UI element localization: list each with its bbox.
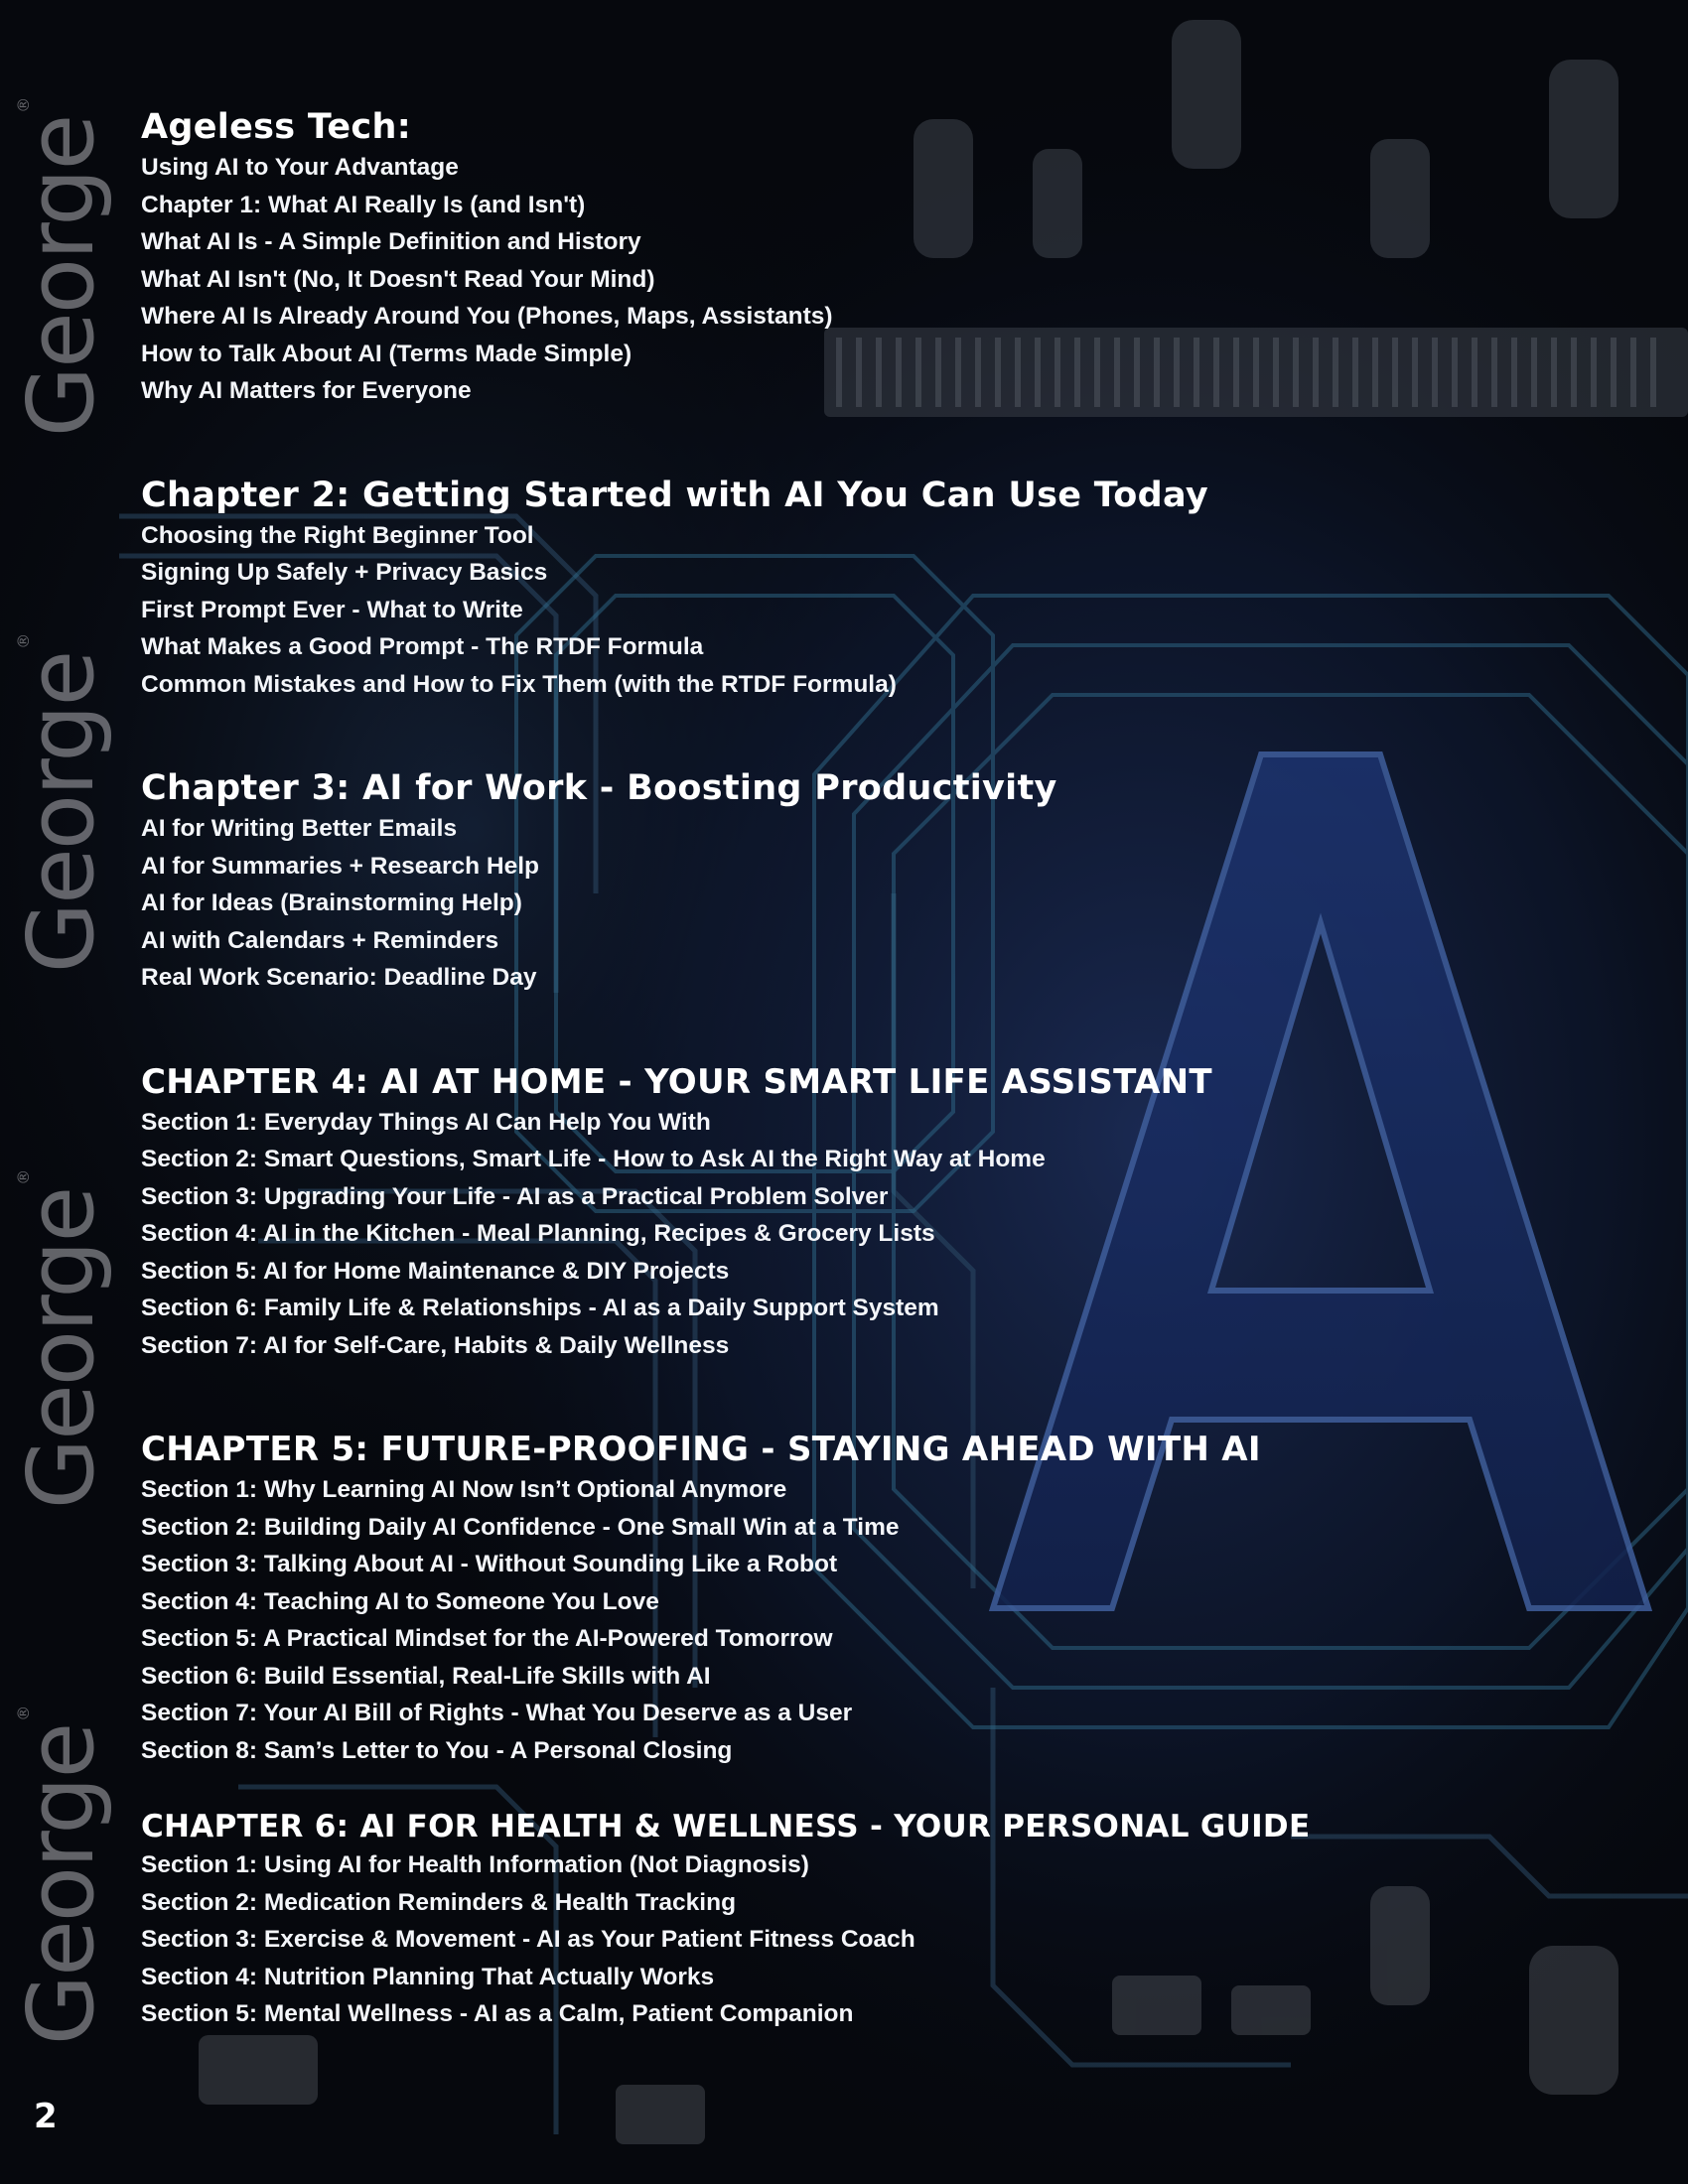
toc-item: Where AI Is Already Around You (Phones, Maps, Assistants) (141, 303, 833, 330)
toc-item: First Prompt Ever - What to Write (141, 596, 523, 623)
toc-item: Section 5: Mental Wellness - AI as a Calm, Patient Companion (141, 2000, 854, 2027)
toc-item: Chapter 1: What AI Really Is (and Isn't) (141, 191, 586, 218)
book-title: Ageless Tech: (141, 107, 411, 147)
table-of-contents (141, 105, 1630, 2097)
toc-section-chapter-6 (141, 1807, 1630, 2033)
toc-item: Section 6: Family Life & Relationships - AI as a Daily Support System (141, 1295, 939, 1321)
toc-item: Common Mistakes and How to Fix Them (with the RTDF Formula) (141, 670, 897, 698)
toc-item: Section 3: Upgrading Your Life - AI as a Practical Problem Solver (141, 1182, 889, 1210)
toc-section-chapter-5 (141, 1428, 1630, 1769)
toc-item: How to Talk About AI (Terms Made Simple) (141, 340, 633, 367)
watermark-george: George® (8, 1706, 114, 2046)
chapter-heading: Chapter 3: AI for Work - Boosting Productivity (141, 768, 1057, 808)
chapter-heading: CHAPTER 6: AI FOR HEALTH & WELLNESS - YOUR PERSONAL GUIDE (141, 1809, 1311, 1844)
chapter-heading: CHAPTER 5: FUTURE-PROOFING - STAYING AHEAD WITH AI (141, 1430, 1261, 1469)
toc-item: Section 6: Build Essential, Real-Life Skills with AI (141, 1662, 711, 1690)
toc-item: Section 4: AI in the Kitchen - Meal Planning, Recipes & Grocery Lists (141, 1220, 935, 1247)
toc-item: Section 4: Nutrition Planning That Actually Works (141, 1963, 715, 1990)
toc-section-chapter-4 (141, 1060, 1630, 1365)
toc-section-intro (141, 105, 1630, 410)
toc-item: Choosing the Right Beginner Tool (141, 521, 534, 549)
toc-item: Section 2: Building Daily AI Confidence - One Small Win at a Time (141, 1513, 900, 1541)
toc-item: Real Work Scenario: Deadline Day (141, 964, 537, 991)
toc-item: Section 2: Smart Questions, Smart Life - How to Ask AI the Right Way at Home (141, 1146, 1046, 1172)
toc-item: Section 7: AI for Self-Care, Habits & Daily Wellness (141, 1331, 730, 1359)
toc-item: Section 3: Talking About AI - Without Sounding Like a Robot (141, 1551, 838, 1577)
toc-item: Signing Up Safely + Privacy Basics (141, 559, 548, 586)
toc-item: Using AI to Your Advantage (141, 154, 459, 181)
toc-item: Section 8: Sam’s Letter to You - A Personal Closing (141, 1736, 733, 1764)
toc-item: What Makes a Good Prompt - The RTDF Formula (141, 633, 704, 660)
toc-item: Section 4: Teaching AI to Someone You Love (141, 1587, 659, 1615)
watermark-strip (0, 0, 129, 2184)
toc-item: Section 2: Medication Reminders & Health Tracking (141, 1888, 737, 1916)
toc-item: AI for Summaries + Research Help (141, 852, 540, 880)
toc-item: Section 5: AI for Home Maintenance & DIY Projects (141, 1257, 730, 1285)
page-number: 2 (34, 2097, 58, 2136)
toc-item: Section 3: Exercise & Movement - AI as Your Patient Fitness Coach (141, 1926, 915, 1953)
watermark-george: George® (8, 98, 114, 438)
toc-item: What AI Isn't (No, It Doesn't Read Your Mind) (141, 265, 655, 293)
chapter-heading: Chapter 2: Getting Started with AI You Can Use Today (141, 475, 1208, 515)
toc-item: AI with Calendars + Reminders (141, 926, 499, 954)
toc-item: What AI Is - A Simple Definition and History (141, 228, 641, 255)
toc-item: Section 1: Everyday Things AI Can Help You With (141, 1108, 711, 1136)
toc-item: Section 1: Using AI for Health Information (Not Diagnosis) (141, 1851, 809, 1878)
toc-section-chapter-3 (141, 766, 1630, 997)
watermark-george: George® (8, 1170, 114, 1510)
chapter-heading: CHAPTER 4: AI AT HOME - YOUR SMART LIFE ASSISTANT (141, 1061, 1212, 1102)
toc-item: AI for Writing Better Emails (141, 815, 458, 842)
toc-item: Why AI Matters for Everyone (141, 377, 472, 404)
toc-section-chapter-2 (141, 474, 1630, 704)
toc-item: Section 7: Your AI Bill of Rights - What You Deserve as a User (141, 1700, 853, 1726)
toc-item: AI for Ideas (Brainstorming Help) (141, 889, 522, 916)
toc-item: Section 1: Why Learning AI Now Isn’t Optional Anymore (141, 1476, 787, 1503)
watermark-george: George® (8, 634, 114, 974)
toc-item: Section 5: A Practical Mindset for the AI-Powered Tomorrow (141, 1625, 833, 1652)
